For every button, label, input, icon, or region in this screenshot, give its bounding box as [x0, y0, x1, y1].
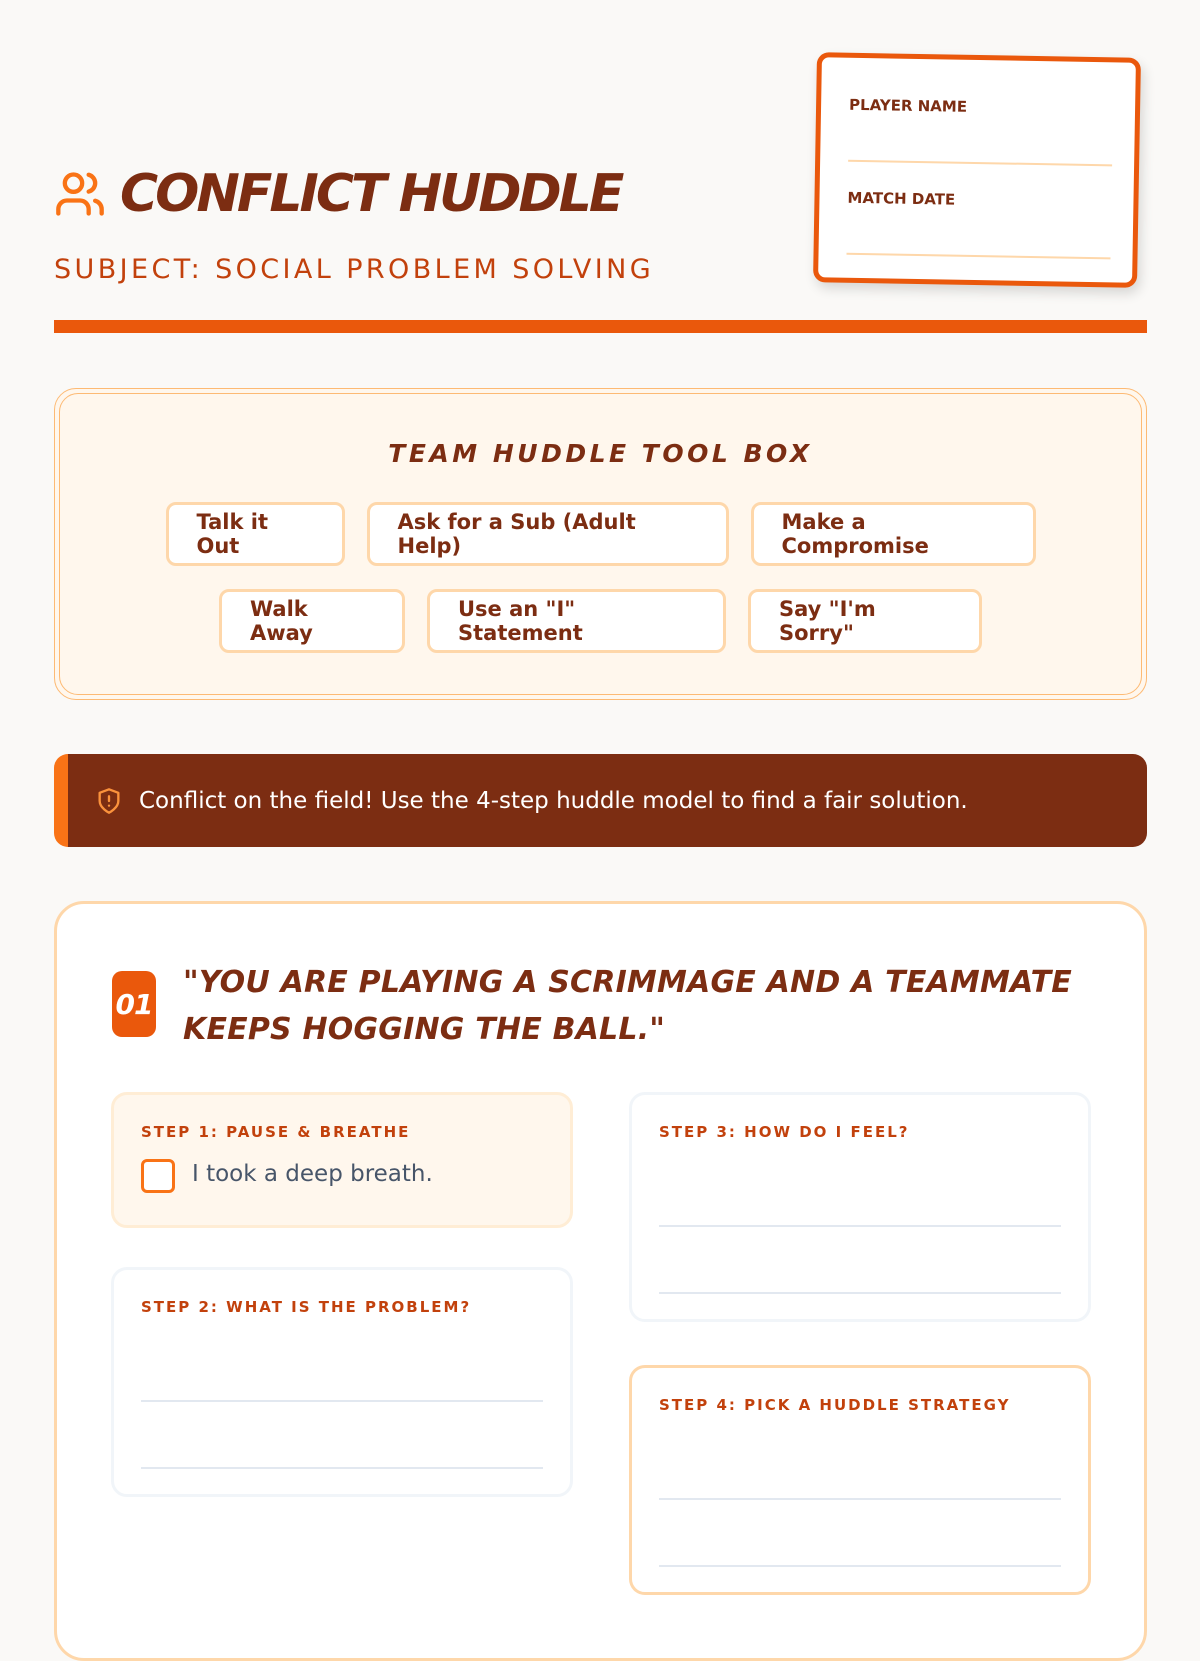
users-icon	[54, 168, 106, 220]
tool-i-statement[interactable]: Use an "I" Statement	[427, 589, 726, 653]
page-subtitle: SUBJECT: SOCIAL PROBLEM SOLVING	[54, 254, 655, 285]
player-name-field[interactable]	[848, 160, 1112, 167]
shield-icon	[95, 786, 123, 816]
match-date-field[interactable]	[847, 253, 1111, 260]
header-divider	[54, 320, 1147, 333]
name-card	[813, 52, 1141, 288]
player-name-label: PLAYER NAME	[848, 95, 968, 116]
title-row	[54, 164, 622, 224]
step-1-box	[111, 1092, 573, 1228]
tool-box-title: TEAM HUDDLE TOOL BOX	[388, 439, 813, 468]
tool-row-2	[55, 589, 1146, 653]
step-4-label: STEP 4: PICK A HUDDLE STRATEGY	[659, 1396, 1011, 1414]
scenario-number-badge: 01	[112, 971, 156, 1037]
deep-breath-checkbox[interactable]	[141, 1159, 175, 1193]
step-3-label: STEP 3: HOW DO I FEEL?	[659, 1123, 910, 1141]
step-3-answer-line[interactable]	[659, 1292, 1061, 1294]
alert-banner	[54, 754, 1147, 847]
scenario-prompt: "YOU ARE PLAYING A SCRIMMAGE AND A TEAMMATE KEEPS HOGGING THE BALL."	[183, 965, 1072, 1047]
tool-talk-it-out[interactable]: Talk it Out	[166, 502, 345, 566]
match-date-label: MATCH DATE	[847, 188, 956, 209]
step-4-answer-line[interactable]	[659, 1565, 1061, 1567]
step-2-answer-line[interactable]	[141, 1400, 543, 1402]
step-2-answer-line[interactable]	[141, 1467, 543, 1469]
tool-box	[54, 388, 1147, 700]
step-4-box	[629, 1365, 1091, 1595]
page-title: CONFLICT HUDDLE	[120, 164, 622, 224]
step-1-label: STEP 1: PAUSE & BREATHE	[141, 1123, 411, 1141]
tool-row-1	[55, 502, 1146, 566]
tool-say-sorry[interactable]: Say "I'm Sorry"	[748, 589, 982, 653]
step-2-label: STEP 2: WHAT IS THE PROBLEM?	[141, 1298, 472, 1316]
step-3-answer-line[interactable]	[659, 1225, 1061, 1227]
tool-ask-for-sub[interactable]: Ask for a Sub (Adult Help)	[367, 502, 729, 566]
deep-breath-text: I took a deep breath.	[192, 1161, 433, 1187]
tool-walk-away[interactable]: Walk Away	[219, 589, 405, 653]
tool-make-compromise[interactable]: Make a Compromise	[751, 502, 1036, 566]
step-3-box	[629, 1092, 1091, 1322]
scenario-card	[54, 901, 1147, 1661]
alert-text: Conflict on the field! Use the 4-step huddle model to find a fair solution.	[139, 787, 968, 814]
step-4-answer-line[interactable]	[659, 1498, 1061, 1500]
step-2-box	[111, 1267, 573, 1497]
